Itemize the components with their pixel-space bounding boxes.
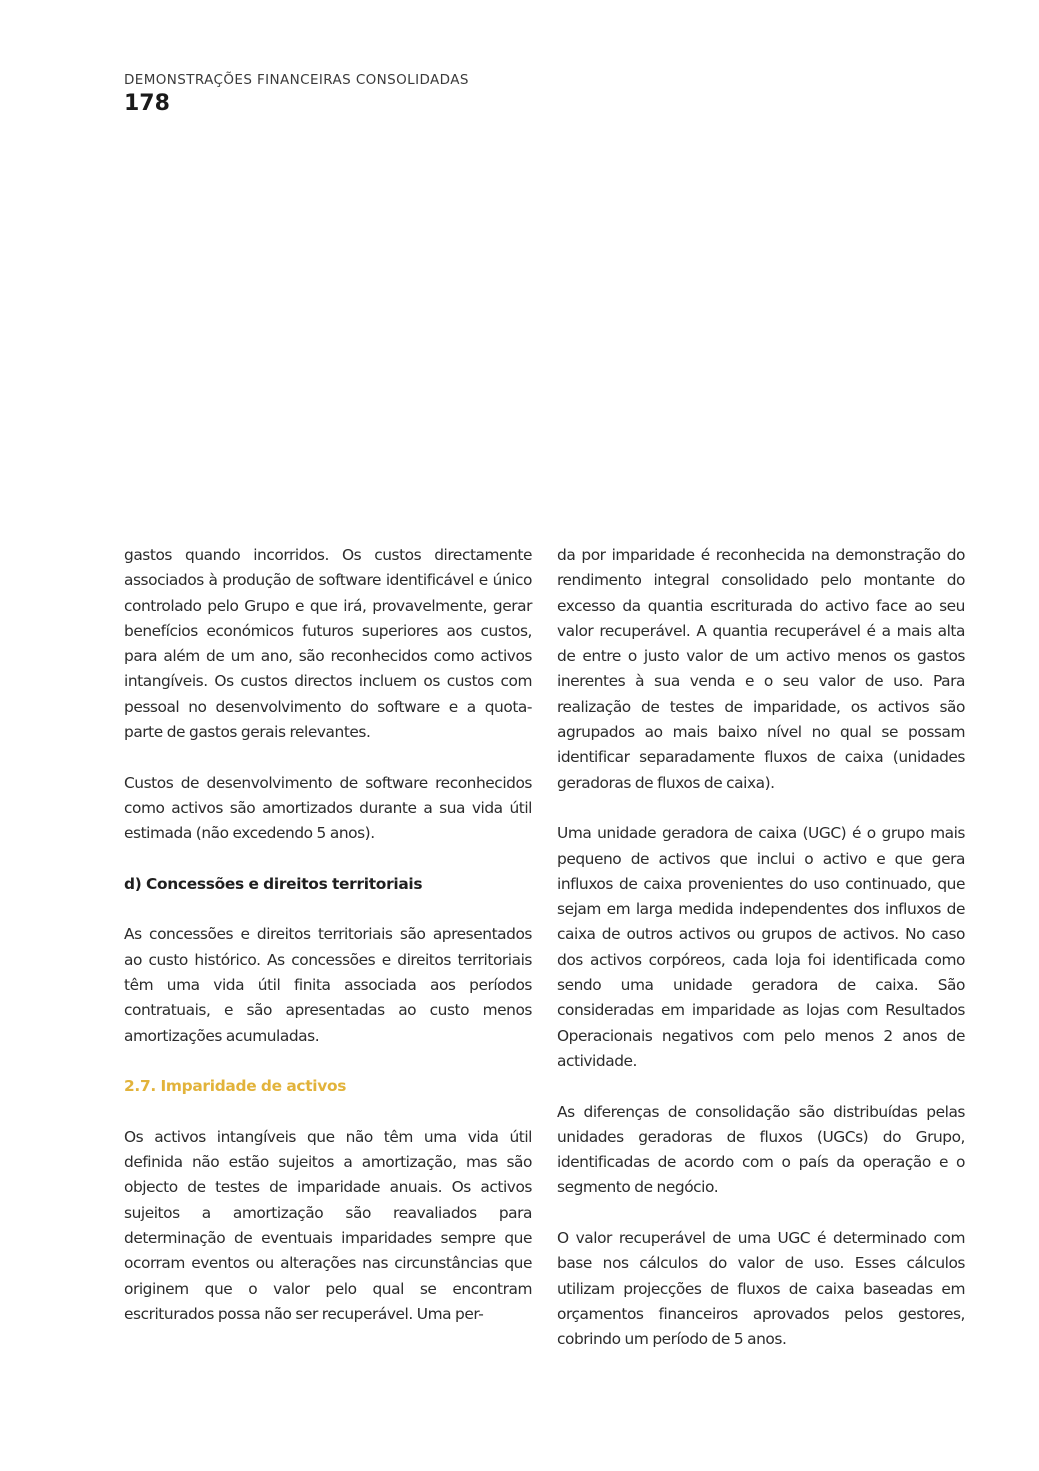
paragraph-software-amortization: Custos de desenvolvimento de software reconhecidos como activos são amortizados durante a sua vida útil estimada (não excedendo 5 anos). — [124, 773, 532, 843]
heading-concessoes: d) Concessões e direitos territoriais — [124, 874, 423, 893]
page-number: 178 — [124, 91, 170, 116]
paragraph-ugc-definition: Uma unidade geradora de caixa (UGC) é o grupo mais pequeno de activos que inclui o activo e que gera influxos de caixa provenientes do uso continuado, que sejam em larga medida independentes dos influxos de caixa de outros activos ou grupos de activos. No caso dos activos corpóreos, cada loja foi identificada como sendo uma unidade geradora de caixa. São consideradas em imparidade as lojas com Resultados Operacionais negativos com pelo menos 2 anos de actividade. — [557, 824, 965, 1070]
running-title: DEMONSTRAÇÕES FINANCEIRAS CONSOLIDADAS — [124, 72, 469, 88]
paragraph-consolidation-differences: As diferenças de consolidação são distribuídas pelas unidades geradoras de fluxos (UGCs) do Grupo, identificadas de acordo com o país da operação e o segmento de negócio. — [557, 1102, 965, 1197]
paragraph-perda-imparidade: da por imparidade é reconhecida na demonstração do rendimento integral consolidado pelo montante do excesso da quantia escriturada do activo face ao seu valor recuperável. A quantia recuperável é a mais alta de entre o justo valor de um activo menos os gastos inerentes à sua venda e o seu valor de uso. Para realização de testes de imparidade, os activos são agrupados ao mais baixo nível no qual se possam identificar separadamente fluxos de caixa (unidades geradoras de fluxos de caixa). — [557, 546, 965, 792]
left-column — [124, 543, 532, 1353]
paragraph-recoverable-value: O valor recuperável de uma UGC é determinado com base nos cálculos do valor de uso. Esses cálculos utilizam projecções de fluxos de caixa baseadas em orçamentos financeiros aprovados pelos gestores, cobrindo um período de 5 anos. — [557, 1229, 965, 1349]
paragraph-imparidade: Os activos intangíveis que não têm uma vida útil definida não estão sujeitos a amortização, mas são objecto de testes de imparidade anuais. Os activos sujeitos a amortização são reavaliados para determinação de eventuais imparidades sempre que ocorram eventos ou alterações nas circunstâncias que originem que o valor pelo qual se encontram escriturados possa não ser recuperável. Uma per- — [124, 1127, 532, 1323]
paragraph-software-costs: gastos quando incorridos. Os custos directamente associados à produção de software identificável e único controlado pelo Grupo e que irá, provavelmente, gerar benefícios económicos futuros superiores aos custos, para além de um ano, são reconhecidos como activos intangíveis. Os custos directos incluem os custos com pessoal no desenvolvimento do software e a quota-parte de gastos gerais relevantes. — [124, 546, 532, 742]
right-column — [557, 543, 965, 1378]
paragraph-concessoes: As concessões e direitos territoriais são apresentados ao custo histórico. As concessões e direitos territoriais têm uma vida útil finita associada aos períodos contratuais, e são apresentadas ao custo menos amortizações acumuladas. — [124, 925, 532, 1045]
heading-imparidade: 2.7. Imparidade de activos — [124, 1077, 347, 1096]
